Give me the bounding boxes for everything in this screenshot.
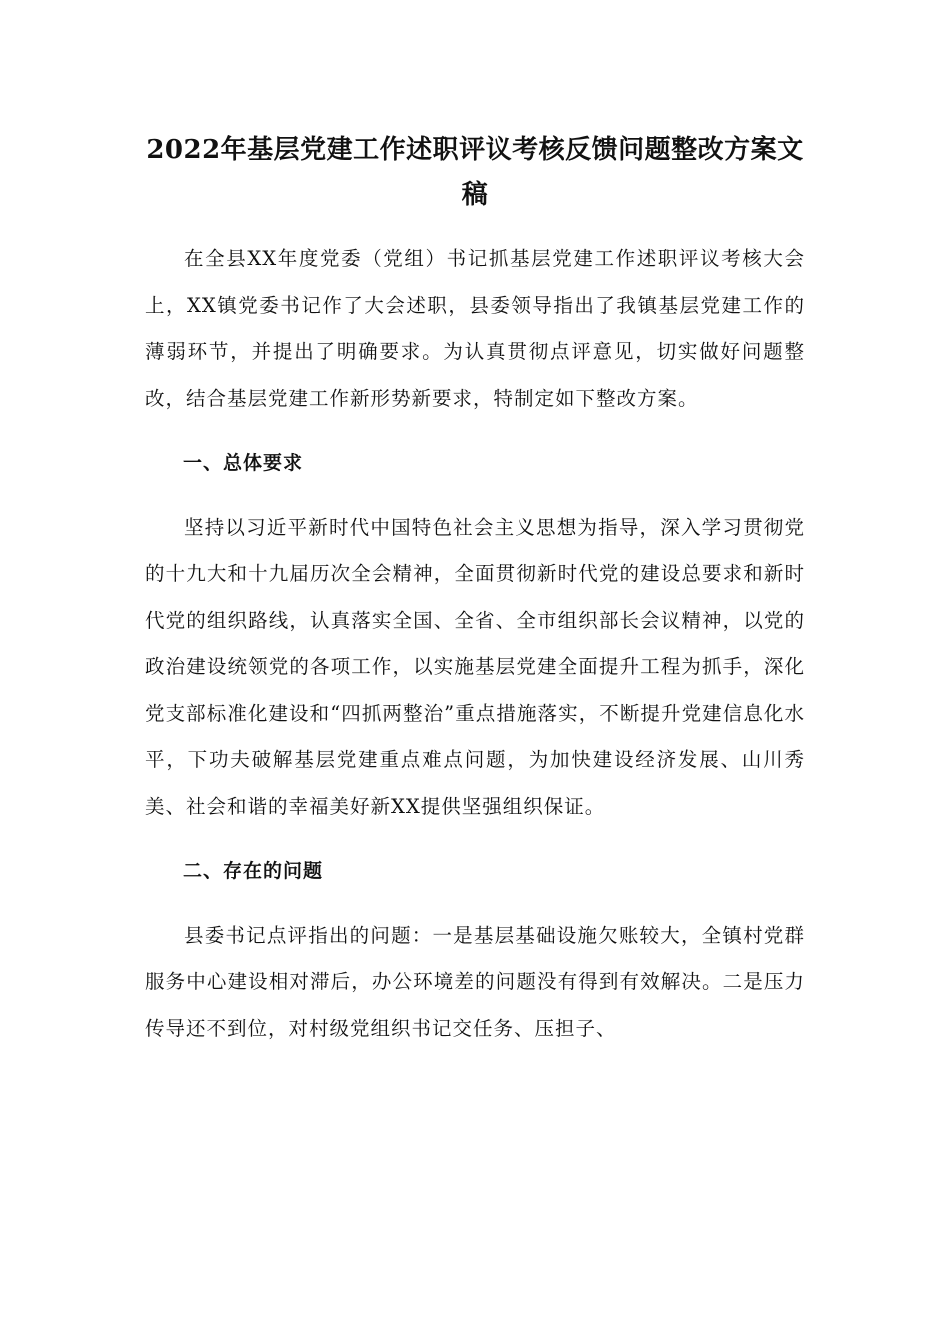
existing-problems-paragraph: 县委书记点评指出的问题：一是基层基础设施欠账较大，全镇村党群服务中心建设相对滞后，办公环境差的问题没有得到有效解决。二是压力传导还不到位，对村级党组织书记交任务、压担子、 [145,923,805,1040]
document-page [145,128,805,1052]
intro-paragraph: 在全县XX年度党委（党组）书记抓基层党建工作述职评议考核大会上，XX镇党委书记作了大会述职，县委领导指出了我镇基层党建工作的薄弱环节，并提出了明确要求。为认真贯彻点评意见，切实做好问题整改，结合基层党建工作新形势新要求，特制定如下整改方案。 [145,247,805,410]
section-heading-general-requirements: 一、总体要求 [183,452,304,474]
section-heading-existing-problems: 二、存在的问题 [183,860,324,882]
general-requirements-paragraph: 坚持以习近平新时代中国特色社会主义思想为指导，深入学习贯彻党的十九大和十九届历次全会精神，全面贯彻新时代党的建设总要求和新时代党的组织路线，认真落实全国、全省、全市组织部长会议精神，以党的政治建设统领党的各项工作，以实施基层党建全面提升工程为抓手，深化党支部标准化建设和“四抓两整治”重点措施落实，不断提升党建信息化水平，下功夫破解基层党建重点难点问题，为加快建设经济发展、山川秀美、社会和谐的幸福美好新XX提供坚强组织保证。 [145,515,805,818]
document-title: 2022年基层党建工作述职评议考核反馈问题整改方案文稿 [146,135,804,210]
